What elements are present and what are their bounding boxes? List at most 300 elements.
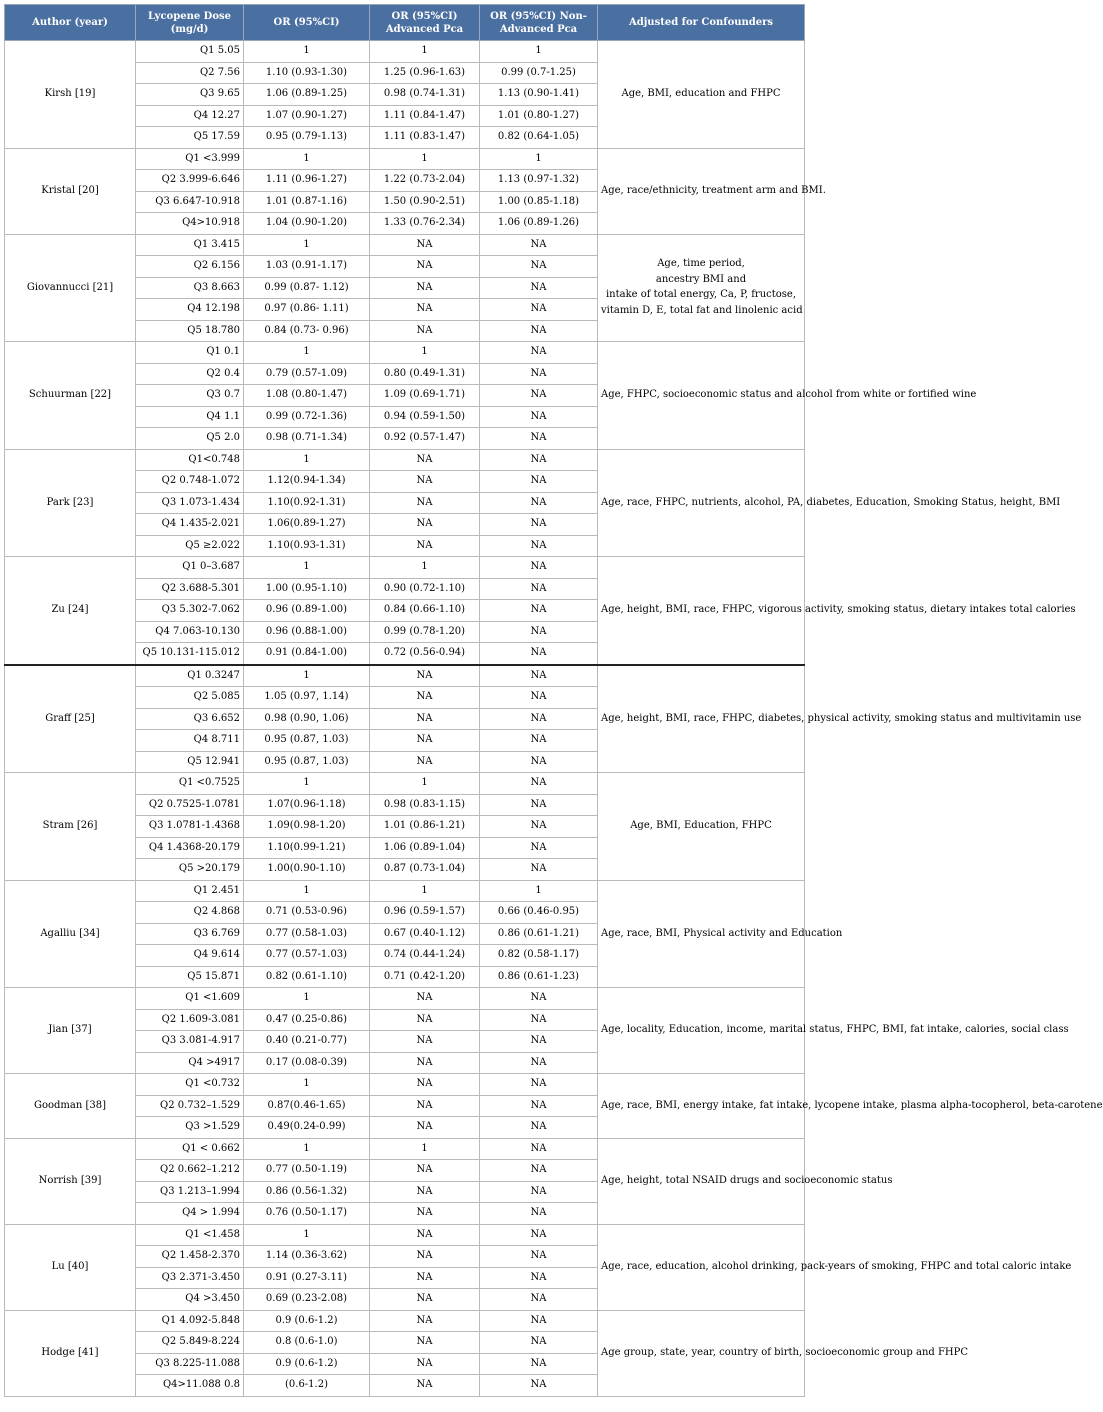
- or-non-advanced-cell: NA: [480, 859, 598, 881]
- or-non-advanced-cell: NA: [480, 557, 598, 579]
- or-non-advanced-cell: NA: [480, 665, 598, 687]
- or-advanced-cell: NA: [370, 256, 480, 278]
- dose-cell: Q4 1.4368-20.179: [136, 837, 244, 859]
- dose-cell: Q2 0.732–1.529: [136, 1095, 244, 1117]
- header-or-advanced: OR (95%CI) Advanced Pca: [370, 5, 480, 41]
- header-dose: Lycopene Dose (mg/d): [136, 5, 244, 41]
- or-cell: 0.96 (0.89-1.00): [244, 600, 370, 622]
- or-non-advanced-cell: NA: [480, 1074, 598, 1096]
- dose-cell: Q2 3.999-6.646: [136, 170, 244, 192]
- or-cell: 0.8 (0.6-1.0): [244, 1332, 370, 1354]
- or-advanced-cell: 0.71 (0.42-1.20): [370, 966, 480, 988]
- header-author: Author (year): [5, 5, 136, 41]
- or-advanced-cell: NA: [370, 1203, 480, 1225]
- or-advanced-cell: NA: [370, 299, 480, 321]
- author-cell: Kirsh [19]: [5, 41, 136, 149]
- or-advanced-cell: NA: [370, 1375, 480, 1397]
- or-cell: 1.06 (0.89-1.25): [244, 84, 370, 106]
- or-non-advanced-cell: NA: [480, 1267, 598, 1289]
- or-non-advanced-cell: NA: [480, 1117, 598, 1139]
- or-cell: 1.00 (0.95-1.10): [244, 578, 370, 600]
- dose-cell: Q5 18.780: [136, 320, 244, 342]
- table-row: [5, 1138, 805, 1160]
- or-advanced-cell: NA: [370, 1267, 480, 1289]
- or-cell: 1: [244, 988, 370, 1010]
- or-non-advanced-cell: NA: [480, 1203, 598, 1225]
- or-advanced-cell: 1.09 (0.69-1.71): [370, 385, 480, 407]
- or-advanced-cell: NA: [370, 535, 480, 557]
- or-advanced-cell: NA: [370, 1224, 480, 1246]
- or-non-advanced-cell: 0.82 (0.58-1.17): [480, 945, 598, 967]
- or-cell: 1: [244, 773, 370, 795]
- or-advanced-cell: 0.84 (0.66-1.10): [370, 600, 480, 622]
- dose-cell: Q2 1.458-2.370: [136, 1246, 244, 1268]
- author-cell: Hodge [41]: [5, 1310, 136, 1396]
- or-non-advanced-cell: NA: [480, 1181, 598, 1203]
- dose-cell: Q3 3.081-4.917: [136, 1031, 244, 1053]
- or-non-advanced-cell: NA: [480, 406, 598, 428]
- dose-cell: Q5 10.131-115.012: [136, 643, 244, 665]
- or-non-advanced-cell: NA: [480, 1138, 598, 1160]
- adjusted-line: vitamin D, E, total fat and linolenic acid: [601, 304, 803, 316]
- dose-cell: Q2 0.7525-1.0781: [136, 794, 244, 816]
- adjusted-confounders-cell: [598, 234, 805, 342]
- table-row: [5, 148, 805, 170]
- or-non-advanced-cell: NA: [480, 320, 598, 342]
- or-cell: 0.79 (0.57-1.09): [244, 363, 370, 385]
- or-advanced-cell: 1: [370, 41, 480, 63]
- or-non-advanced-cell: 1.00 (0.85-1.18): [480, 191, 598, 213]
- or-advanced-cell: NA: [370, 1332, 480, 1354]
- or-cell: 1.10 (0.93-1.30): [244, 62, 370, 84]
- or-non-advanced-cell: NA: [480, 535, 598, 557]
- or-non-advanced-cell: NA: [480, 277, 598, 299]
- or-non-advanced-cell: 1: [480, 41, 598, 63]
- or-non-advanced-cell: NA: [480, 1009, 598, 1031]
- or-non-advanced-cell: NA: [480, 794, 598, 816]
- dose-cell: Q3 5.302-7.062: [136, 600, 244, 622]
- dose-cell: Q2 5.849-8.224: [136, 1332, 244, 1354]
- or-non-advanced-cell: 0.86 (0.61-1.21): [480, 923, 598, 945]
- adjusted-line: Age, time period,: [657, 258, 745, 270]
- or-cell: 1.04 (0.90-1.20): [244, 213, 370, 235]
- or-non-advanced-cell: NA: [480, 1375, 598, 1397]
- or-cell: 0.76 (0.50-1.17): [244, 1203, 370, 1225]
- or-cell: 0.47 (0.25-0.86): [244, 1009, 370, 1031]
- or-cell: 1.03 (0.91-1.17): [244, 256, 370, 278]
- lycopene-or-table: [4, 4, 1103, 1397]
- table-body: [5, 41, 1103, 1397]
- or-advanced-cell: 0.72 (0.56-0.94): [370, 643, 480, 665]
- or-cell: 0.98 (0.71-1.34): [244, 428, 370, 450]
- or-advanced-cell: NA: [370, 751, 480, 773]
- or-advanced-cell: NA: [370, 1117, 480, 1139]
- dose-cell: Q2 0.748-1.072: [136, 471, 244, 493]
- or-cell: 1.06(0.89-1.27): [244, 514, 370, 536]
- dose-cell: Q4 12.27: [136, 105, 244, 127]
- dose-cell: Q4>11.088 0.8: [136, 1375, 244, 1397]
- or-non-advanced-cell: NA: [480, 1289, 598, 1311]
- dose-cell: Q4 > 1.994: [136, 1203, 244, 1225]
- or-non-advanced-cell: NA: [480, 1031, 598, 1053]
- or-cell: 0.40 (0.21-0.77): [244, 1031, 370, 1053]
- or-advanced-cell: NA: [370, 1074, 480, 1096]
- table-row: [5, 342, 805, 364]
- or-cell: 0.99 (0.72-1.36): [244, 406, 370, 428]
- dose-cell: Q5 2.0: [136, 428, 244, 450]
- or-cell: 1.10(0.92-1.31): [244, 492, 370, 514]
- or-non-advanced-cell: NA: [480, 1310, 598, 1332]
- dose-cell: Q1 <0.732: [136, 1074, 244, 1096]
- dose-cell: Q1 <0.7525: [136, 773, 244, 795]
- author-cell: Lu [40]: [5, 1224, 136, 1310]
- or-cell: 0.69 (0.23-2.08): [244, 1289, 370, 1311]
- dose-cell: Q2 0.4: [136, 363, 244, 385]
- or-cell: 0.96 (0.88-1.00): [244, 621, 370, 643]
- or-cell: 1.07(0.96-1.18): [244, 794, 370, 816]
- or-cell: 1.07 (0.90-1.27): [244, 105, 370, 127]
- dose-cell: Q4>10.918: [136, 213, 244, 235]
- dose-cell: Q5 17.59: [136, 127, 244, 149]
- or-cell: 0.97 (0.86- 1.11): [244, 299, 370, 321]
- author-cell: Graff [25]: [5, 665, 136, 773]
- dose-cell: Q3 8.663: [136, 277, 244, 299]
- or-advanced-cell: NA: [370, 1095, 480, 1117]
- or-advanced-cell: 0.92 (0.57-1.47): [370, 428, 480, 450]
- dose-cell: Q3 6.652: [136, 708, 244, 730]
- or-cell: 0.95 (0.79-1.13): [244, 127, 370, 149]
- adjusted-confounders-cell: Age group, state, year, country of birth, socioeconomic group and FHPC: [598, 1310, 805, 1396]
- table-row: [5, 41, 805, 63]
- dose-cell: Q3 1.213–1.994: [136, 1181, 244, 1203]
- dose-cell: Q2 1.609-3.081: [136, 1009, 244, 1031]
- or-non-advanced-cell: 1.13 (0.90-1.41): [480, 84, 598, 106]
- or-non-advanced-cell: NA: [480, 428, 598, 450]
- or-non-advanced-cell: 0.82 (0.64-1.05): [480, 127, 598, 149]
- dose-cell: Q2 6.156: [136, 256, 244, 278]
- dose-cell: Q1 0.1: [136, 342, 244, 364]
- or-cell: 1: [244, 1224, 370, 1246]
- or-cell: 1.14 (0.36-3.62): [244, 1246, 370, 1268]
- or-advanced-cell: NA: [370, 730, 480, 752]
- or-cell: 1.12(0.94-1.34): [244, 471, 370, 493]
- or-non-advanced-cell: 1: [480, 148, 598, 170]
- or-advanced-cell: 1: [370, 148, 480, 170]
- or-advanced-cell: NA: [370, 665, 480, 687]
- dose-cell: Q4 1.1: [136, 406, 244, 428]
- or-non-advanced-cell: NA: [480, 621, 598, 643]
- or-non-advanced-cell: 1.06 (0.89-1.26): [480, 213, 598, 235]
- or-non-advanced-cell: NA: [480, 600, 598, 622]
- or-non-advanced-cell: NA: [480, 449, 598, 471]
- dose-cell: Q5 12.941: [136, 751, 244, 773]
- or-cell: 1: [244, 41, 370, 63]
- dose-cell: Q3 9.65: [136, 84, 244, 106]
- dose-cell: Q3 1.0781-1.4368: [136, 816, 244, 838]
- or-advanced-cell: 0.67 (0.40-1.12): [370, 923, 480, 945]
- or-non-advanced-cell: NA: [480, 471, 598, 493]
- or-non-advanced-cell: NA: [480, 1224, 598, 1246]
- author-cell: Jian [37]: [5, 988, 136, 1074]
- table-row: [5, 880, 805, 902]
- or-non-advanced-cell: NA: [480, 837, 598, 859]
- author-cell: Schuurman [22]: [5, 342, 136, 450]
- dose-cell: Q1 5.05: [136, 41, 244, 63]
- or-non-advanced-cell: NA: [480, 751, 598, 773]
- or-advanced-cell: NA: [370, 234, 480, 256]
- dose-cell: Q3 8.225-11.088: [136, 1353, 244, 1375]
- or-non-advanced-cell: NA: [480, 234, 598, 256]
- header-row: [5, 5, 805, 41]
- or-non-advanced-cell: NA: [480, 578, 598, 600]
- dose-cell: Q5 >20.179: [136, 859, 244, 881]
- dose-cell: Q1 3.415: [136, 234, 244, 256]
- or-advanced-cell: 1.06 (0.89-1.04): [370, 837, 480, 859]
- or-cell: (0.6-1.2): [244, 1375, 370, 1397]
- or-cell: 1.00(0.90-1.10): [244, 859, 370, 881]
- or-cell: 0.71 (0.53-0.96): [244, 902, 370, 924]
- or-non-advanced-cell: NA: [480, 1052, 598, 1074]
- or-cell: 0.98 (0.90, 1.06): [244, 708, 370, 730]
- or-advanced-cell: 0.74 (0.44-1.24): [370, 945, 480, 967]
- adjusted-confounders-cell: Age, race, FHPC, nutrients, alcohol, PA, diabetes, Education, Smoking Status, height, BMI: [598, 449, 805, 557]
- or-non-advanced-cell: NA: [480, 773, 598, 795]
- dose-cell: Q4 >4917: [136, 1052, 244, 1074]
- or-cell: 1: [244, 1074, 370, 1096]
- or-advanced-cell: 1: [370, 773, 480, 795]
- or-advanced-cell: NA: [370, 1246, 480, 1268]
- adjusted-line: ancestry BMI and: [655, 273, 747, 285]
- or-cell: 1.10(0.93-1.31): [244, 535, 370, 557]
- author-cell: Norrish [39]: [5, 1138, 136, 1224]
- dose-cell: Q3 6.769: [136, 923, 244, 945]
- or-non-advanced-cell: NA: [480, 988, 598, 1010]
- table-row: [5, 988, 805, 1010]
- adjusted-confounders-cell: Age, height, BMI, race, FHPC, vigorous activity, smoking status, dietary intakes total calories: [598, 557, 805, 665]
- or-advanced-cell: NA: [370, 1160, 480, 1182]
- or-advanced-cell: 1.33 (0.76-2.34): [370, 213, 480, 235]
- or-advanced-cell: NA: [370, 988, 480, 1010]
- dose-cell: Q2 7.56: [136, 62, 244, 84]
- or-advanced-cell: 0.94 (0.59-1.50): [370, 406, 480, 428]
- header-or-non-advanced: OR (95%CI) Non-Advanced Pca: [480, 5, 598, 41]
- adjusted-confounders-cell: Age, height, BMI, race, FHPC, diabetes, physical activity, smoking status and multivitamin use: [598, 665, 805, 773]
- or-advanced-cell: 0.99 (0.78-1.20): [370, 621, 480, 643]
- adjusted-line: intake of total energy, Ca, P, fructose,: [605, 289, 797, 301]
- or-cell: 0.84 (0.73- 0.96): [244, 320, 370, 342]
- dose-cell: Q4 7.063-10.130: [136, 621, 244, 643]
- or-advanced-cell: NA: [370, 1181, 480, 1203]
- dose-cell: Q4 >3.450: [136, 1289, 244, 1311]
- dose-cell: Q4 8.711: [136, 730, 244, 752]
- or-cell: 0.86 (0.56-1.32): [244, 1181, 370, 1203]
- or-advanced-cell: 1: [370, 880, 480, 902]
- or-advanced-cell: NA: [370, 320, 480, 342]
- dose-cell: Q2 3.688-5.301: [136, 578, 244, 600]
- author-cell: Goodman [38]: [5, 1074, 136, 1139]
- or-non-advanced-cell: NA: [480, 708, 598, 730]
- adjusted-confounders-cell: Age, race, education, alcohol drinking, pack-years of smoking, FHPC and total caloric intake: [598, 1224, 805, 1310]
- or-advanced-cell: 1.11 (0.83-1.47): [370, 127, 480, 149]
- or-advanced-cell: NA: [370, 471, 480, 493]
- or-advanced-cell: 1.01 (0.86-1.21): [370, 816, 480, 838]
- or-cell: 1.10(0.99-1.21): [244, 837, 370, 859]
- header-or: OR (95%CI): [244, 5, 370, 41]
- table-row: [5, 234, 805, 256]
- or-non-advanced-cell: NA: [480, 492, 598, 514]
- or-cell: 1.08 (0.80-1.47): [244, 385, 370, 407]
- or-cell: 1.11 (0.96-1.27): [244, 170, 370, 192]
- or-cell: 1: [244, 449, 370, 471]
- or-advanced-cell: 0.96 (0.59-1.57): [370, 902, 480, 924]
- dose-cell: Q2 0.662–1.212: [136, 1160, 244, 1182]
- or-advanced-cell: NA: [370, 1353, 480, 1375]
- or-cell: 0.99 (0.87- 1.12): [244, 277, 370, 299]
- adjusted-confounders-cell: Age, locality, Education, income, marital status, FHPC, BMI, fat intake, calories, social class: [598, 988, 805, 1074]
- adjusted-confounders-cell: Age, race/ethnicity, treatment arm and BMI.: [598, 148, 805, 234]
- or-non-advanced-cell: NA: [480, 342, 598, 364]
- author-cell: Stram [26]: [5, 773, 136, 881]
- or-advanced-cell: NA: [370, 1052, 480, 1074]
- author-cell: Agalliu [34]: [5, 880, 136, 988]
- dose-cell: Q3 0.7: [136, 385, 244, 407]
- dose-cell: Q1 4.092-5.848: [136, 1310, 244, 1332]
- or-cell: 0.77 (0.58-1.03): [244, 923, 370, 945]
- dose-cell: Q1 0–3.687: [136, 557, 244, 579]
- or-non-advanced-cell: 1.13 (0.97-1.32): [480, 170, 598, 192]
- author-cell: Kristal [20]: [5, 148, 136, 234]
- dose-cell: Q3 2.371-3.450: [136, 1267, 244, 1289]
- or-advanced-cell: NA: [370, 492, 480, 514]
- or-cell: 1: [244, 1138, 370, 1160]
- or-advanced-cell: NA: [370, 687, 480, 709]
- or-advanced-cell: NA: [370, 449, 480, 471]
- or-non-advanced-cell: NA: [480, 730, 598, 752]
- or-non-advanced-cell: NA: [480, 1095, 598, 1117]
- or-non-advanced-cell: NA: [480, 643, 598, 665]
- adjusted-confounders-cell: Age, race, BMI, Physical activity and Education: [598, 880, 805, 988]
- or-cell: 0.77 (0.50-1.19): [244, 1160, 370, 1182]
- or-cell: 1: [244, 665, 370, 687]
- or-advanced-cell: 0.90 (0.72-1.10): [370, 578, 480, 600]
- dose-cell: Q1 < 0.662: [136, 1138, 244, 1160]
- or-cell: 1: [244, 557, 370, 579]
- or-non-advanced-cell: NA: [480, 687, 598, 709]
- or-non-advanced-cell: 1: [480, 880, 598, 902]
- or-cell: 1.05 (0.97, 1.14): [244, 687, 370, 709]
- or-cell: 1: [244, 148, 370, 170]
- or-advanced-cell: 1: [370, 1138, 480, 1160]
- table-row: [5, 773, 805, 795]
- or-advanced-cell: NA: [370, 1310, 480, 1332]
- or-advanced-cell: 0.80 (0.49-1.31): [370, 363, 480, 385]
- or-cell: 1.01 (0.87-1.16): [244, 191, 370, 213]
- or-cell: 0.87(0.46-1.65): [244, 1095, 370, 1117]
- adjusted-confounders-cell: Age, BMI, Education, FHPC: [598, 773, 805, 881]
- dose-cell: Q1<0.748: [136, 449, 244, 471]
- dose-cell: Q5 ≥2.022: [136, 535, 244, 557]
- table-row: [5, 1224, 805, 1246]
- or-advanced-cell: NA: [370, 1009, 480, 1031]
- dose-cell: Q2 5.085: [136, 687, 244, 709]
- adjusted-confounders-cell: Age, race, BMI, energy intake, fat intake, lycopene intake, plasma alpha-tocopherol, beta-carotene: [598, 1074, 805, 1139]
- or-non-advanced-cell: NA: [480, 363, 598, 385]
- or-non-advanced-cell: NA: [480, 1160, 598, 1182]
- or-non-advanced-cell: 0.86 (0.61-1.23): [480, 966, 598, 988]
- or-advanced-cell: 1: [370, 342, 480, 364]
- table-row: [5, 1074, 805, 1096]
- author-cell: Park [23]: [5, 449, 136, 557]
- or-cell: 0.9 (0.6-1.2): [244, 1353, 370, 1375]
- dose-cell: Q4 9.614: [136, 945, 244, 967]
- or-advanced-cell: NA: [370, 1289, 480, 1311]
- or-non-advanced-cell: NA: [480, 299, 598, 321]
- or-cell: 0.17 (0.08-0.39): [244, 1052, 370, 1074]
- or-non-advanced-cell: 0.99 (0.7-1.25): [480, 62, 598, 84]
- adjusted-confounders-cell: Age, FHPC, socioeconomic status and alcohol from white or fortified wine: [598, 342, 805, 450]
- table-row: [5, 1310, 805, 1332]
- dose-cell: Q1 <1.609: [136, 988, 244, 1010]
- or-non-advanced-cell: NA: [480, 256, 598, 278]
- or-cell: 1.09(0.98-1.20): [244, 816, 370, 838]
- author-cell: Zu [24]: [5, 557, 136, 665]
- or-advanced-cell: 1.11 (0.84-1.47): [370, 105, 480, 127]
- or-non-advanced-cell: NA: [480, 514, 598, 536]
- dose-cell: Q1 <3.999: [136, 148, 244, 170]
- table-row: [5, 449, 805, 471]
- dose-cell: Q5 15.871: [136, 966, 244, 988]
- or-cell: 0.9 (0.6-1.2): [244, 1310, 370, 1332]
- or-cell: 1: [244, 234, 370, 256]
- or-non-advanced-cell: NA: [480, 1332, 598, 1354]
- or-advanced-cell: NA: [370, 277, 480, 299]
- dose-cell: Q1 0.3247: [136, 665, 244, 687]
- dose-cell: Q1 2.451: [136, 880, 244, 902]
- or-cell: 0.91 (0.27-3.11): [244, 1267, 370, 1289]
- or-advanced-cell: 1.22 (0.73-2.04): [370, 170, 480, 192]
- or-non-advanced-cell: NA: [480, 816, 598, 838]
- or-cell: 0.95 (0.87, 1.03): [244, 751, 370, 773]
- dose-cell: Q1 <1.458: [136, 1224, 244, 1246]
- or-advanced-cell: NA: [370, 1031, 480, 1053]
- table-row: [5, 557, 805, 579]
- or-advanced-cell: 0.98 (0.74-1.31): [370, 84, 480, 106]
- dose-cell: Q4 1.435-2.021: [136, 514, 244, 536]
- header-adjusted: Adjusted for Confounders: [598, 5, 805, 41]
- dose-cell: Q3 >1.529: [136, 1117, 244, 1139]
- or-advanced-cell: 1.50 (0.90-2.51): [370, 191, 480, 213]
- or-cell: 0.91 (0.84-1.00): [244, 643, 370, 665]
- or-non-advanced-cell: NA: [480, 1246, 598, 1268]
- or-advanced-cell: 0.87 (0.73-1.04): [370, 859, 480, 881]
- or-non-advanced-cell: 1.01 (0.80-1.27): [480, 105, 598, 127]
- or-cell: 0.82 (0.61-1.10): [244, 966, 370, 988]
- dose-cell: Q3 1.073-1.434: [136, 492, 244, 514]
- or-advanced-cell: 1.25 (0.96-1.63): [370, 62, 480, 84]
- dose-cell: Q3 6.647-10.918: [136, 191, 244, 213]
- or-non-advanced-cell: NA: [480, 385, 598, 407]
- or-advanced-cell: NA: [370, 514, 480, 536]
- adjusted-confounders-cell: Age, BMI, education and FHPC: [598, 41, 805, 149]
- or-cell: 0.95 (0.87, 1.03): [244, 730, 370, 752]
- or-advanced-cell: NA: [370, 708, 480, 730]
- or-cell: 0.77 (0.57-1.03): [244, 945, 370, 967]
- dose-cell: Q2 4.868: [136, 902, 244, 924]
- or-advanced-cell: 0.98 (0.83-1.15): [370, 794, 480, 816]
- or-cell: 1: [244, 342, 370, 364]
- adjusted-confounders-cell: Age, height, total NSAID drugs and socioeconomic status: [598, 1138, 805, 1224]
- or-cell: 0.49(0.24-0.99): [244, 1117, 370, 1139]
